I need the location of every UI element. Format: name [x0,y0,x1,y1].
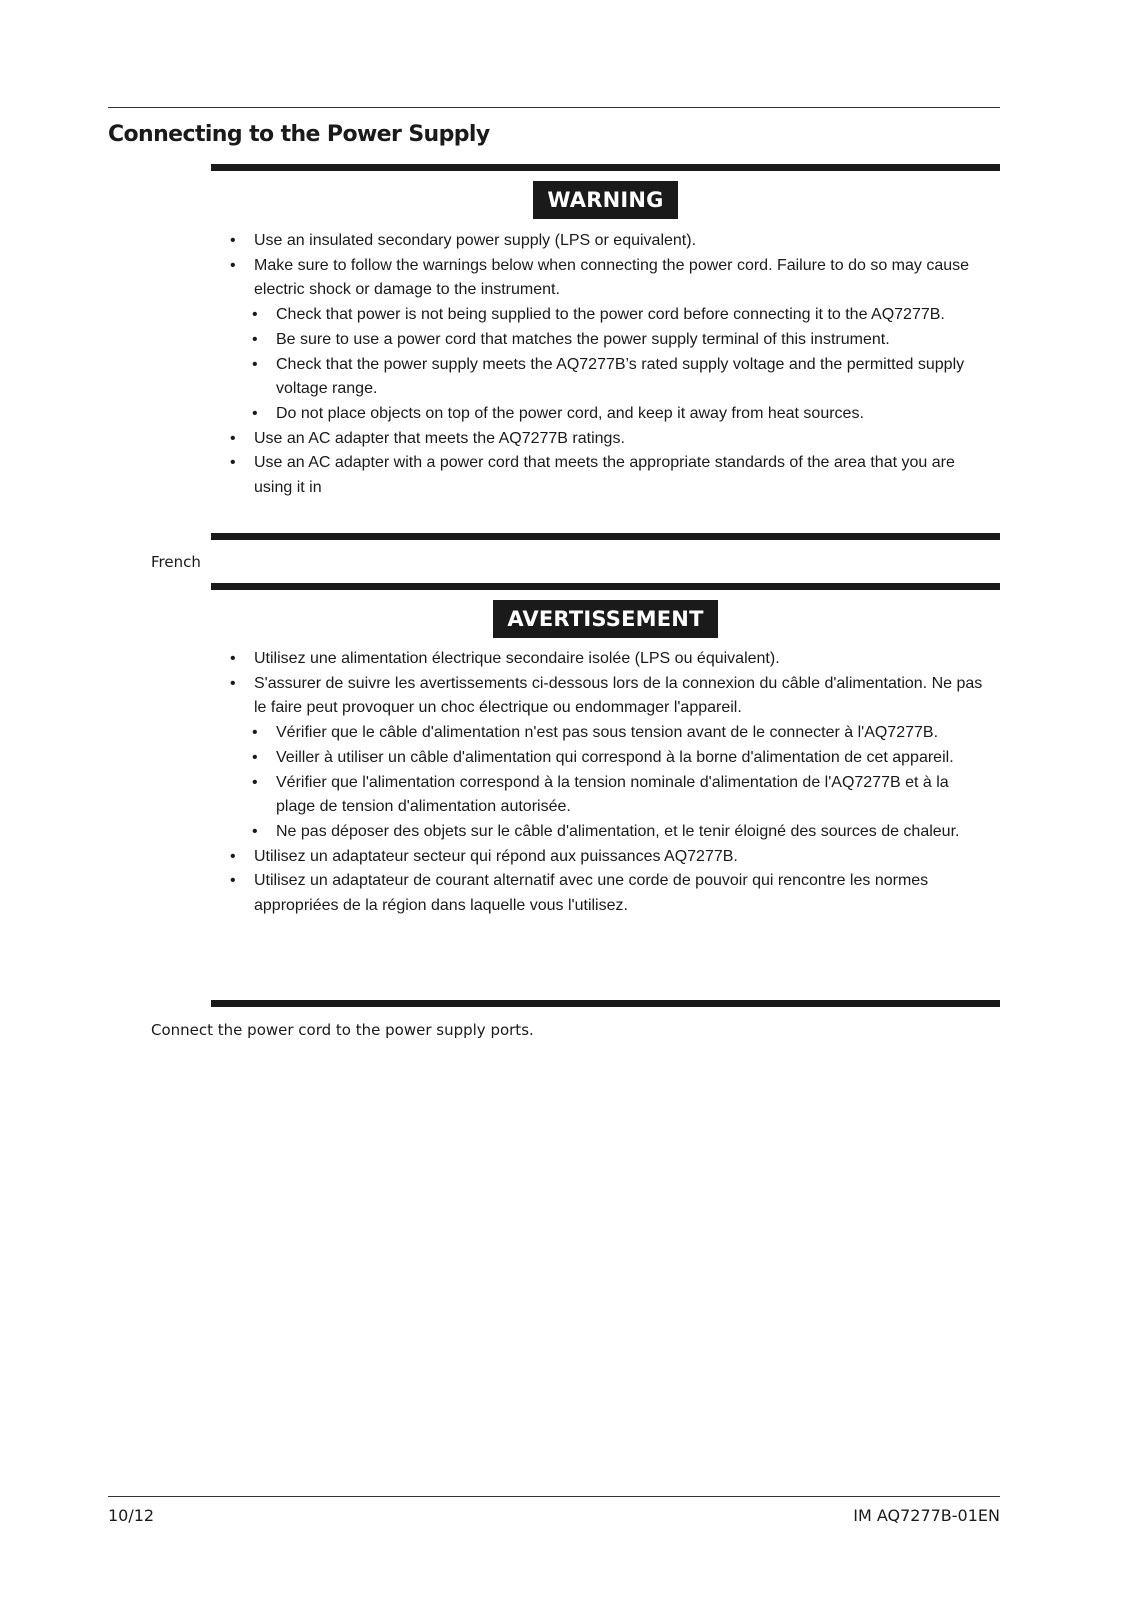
avertissement-item: • S'assurer de suivre les avertissements ci-dessous lors de la connexion du câble d'alimentation. Ne pas le faire peut provoquer un choc électrique ou endommager l'appareil. [228,672,988,721]
document-id: IM AQ7277B-01EN [853,1506,1000,1525]
avertissement-item: • Utilisez un adaptateur de courant alternatif avec une corde de pouvoir qui rencontre les normes appropriées de la région dans laquelle vous l'utilisez. [228,869,988,918]
avertissement-bottom-bar [211,1000,1000,1007]
avertissement-top-bar [211,583,1000,590]
warning-subitem: • Be sure to use a power cord that matches the power supply terminal of this instrument. [228,328,988,353]
avertissement-subitem: • Vérifier que l'alimentation correspond à la tension nominale d'alimentation de l'AQ7277B et à la plage de tension d'alimentation autorisée. [228,771,988,820]
warning-signal [211,181,1000,219]
warning-label: WARNING [533,181,677,219]
warning-list [228,229,988,501]
avertissement-signal [211,600,1000,638]
avertissement-subitem: • Vérifier que le câble d'alimentation n'est pas sous tension avant de le connecter à l'AQ7277B. [228,721,988,746]
warning-item: • Use an AC adapter with a power cord that meets the appropriate standards of the area that you are using it in [228,451,988,500]
warning-item: • Use an AC adapter that meets the AQ7277B ratings. [228,427,988,452]
avertissement-item: • Utilisez une alimentation électrique secondaire isolée (LPS ou équivalent). [228,647,988,672]
avertissement-subitem: • Veiller à utiliser un câble d'alimentation qui correspond à la borne d'alimentation de cet appareil. [228,746,988,771]
avertissement-subitem: • Ne pas déposer des objets sur le câble d'alimentation, et le tenir éloigné des sources de chaleur. [228,820,988,845]
header-rule [108,107,1000,108]
warning-item: • Make sure to follow the warnings below when connecting the power cord. Failure to do so may cause electric shock or damage to the instrument. [228,254,988,303]
avertissement-list [228,647,988,919]
instruction-text: Connect the power cord to the power supply ports. [151,1021,534,1039]
avertissement-item: • Utilisez un adaptateur secteur qui répond aux puissances AQ7277B. [228,845,988,870]
warning-bottom-bar [211,533,1000,540]
language-label: French [151,553,201,571]
footer-rule [108,1496,1000,1497]
section-title: Connecting to the Power Supply [108,122,490,147]
warning-top-bar [211,164,1000,171]
warning-subitem: • Do not place objects on top of the power cord, and keep it away from heat sources. [228,402,988,427]
page-number: 10/12 [108,1506,155,1525]
avertissement-label: AVERTISSEMENT [493,600,717,638]
warning-item: • Use an insulated secondary power supply (LPS or equivalent). [228,229,988,254]
warning-subitem: • Check that power is not being supplied to the power cord before connecting it to the AQ7277B. [228,303,988,328]
warning-subitem: • Check that the power supply meets the AQ7277B’s rated supply voltage and the permitted supply voltage range. [228,353,988,402]
